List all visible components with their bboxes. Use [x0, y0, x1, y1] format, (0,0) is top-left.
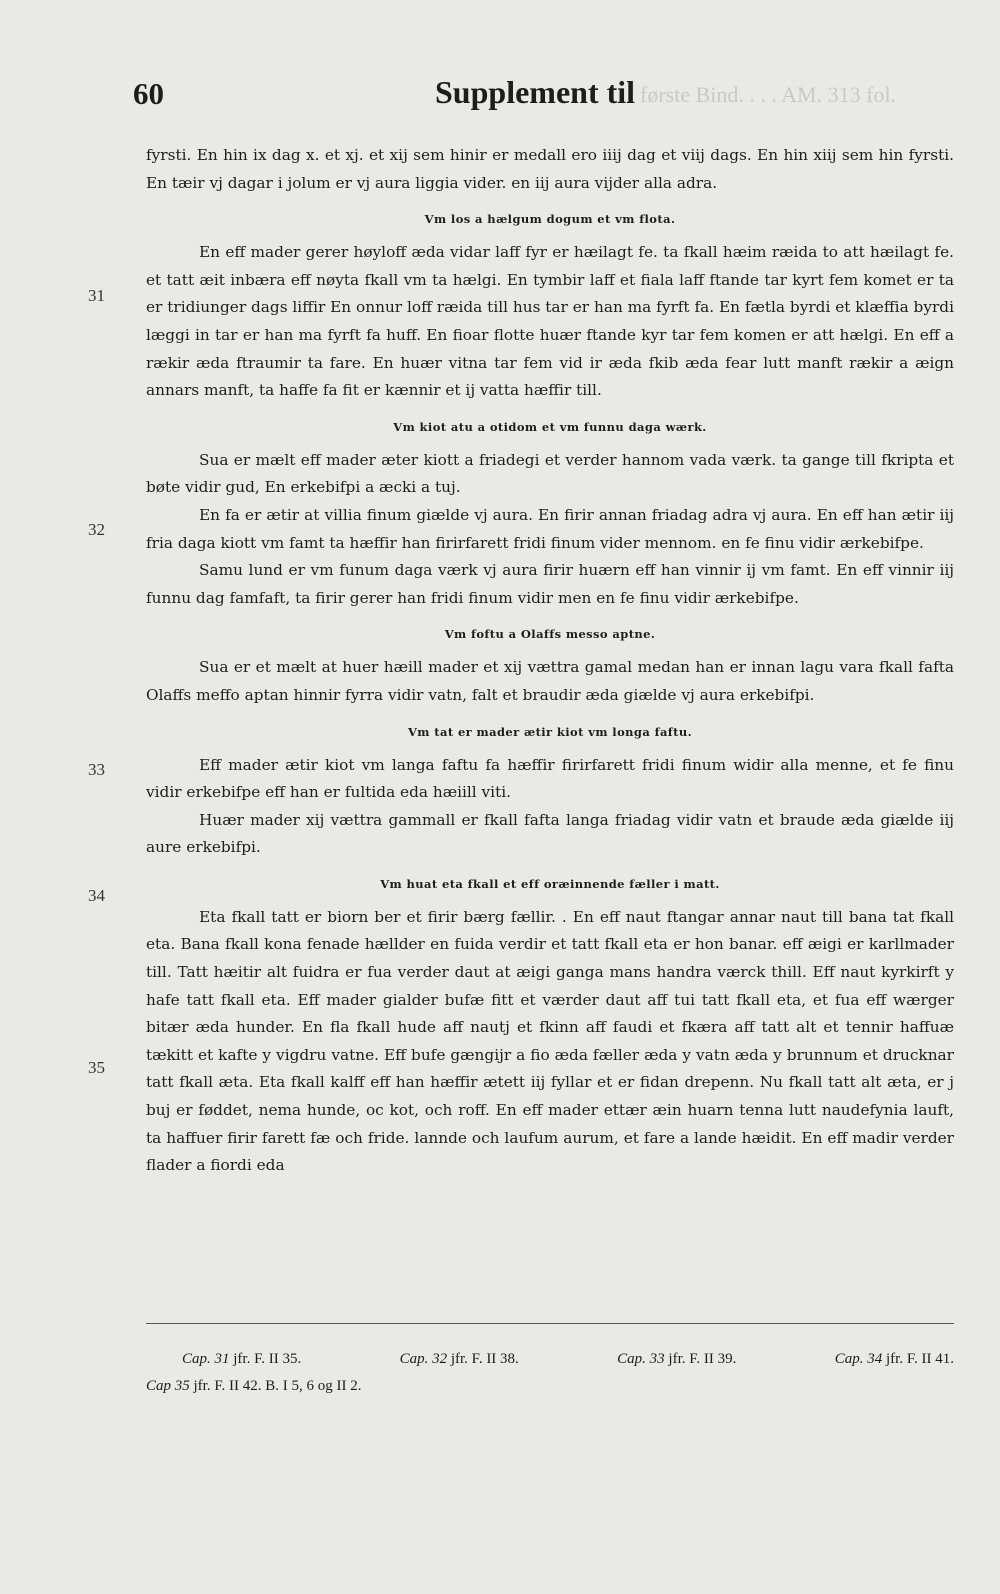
paragraph: Samu lund er vm funum daga værk vj aura firir huærn eff han vinnir ij vm famt. En eff vinnir iij funnu dag famfaft, ta firir gerer han fridi finum vidir men en fe finu vidir ærkebifpe.: [146, 561, 954, 607]
paragraph: Sua er et mælt at huer hæill mader et xij vættra gamal medan han er innan lagu vara fkall fafta Olaffs meffo aptan hinnir fyrra vidir vatn, falt et braudir æda giælde vj aura erkebifpi.: [146, 658, 954, 704]
section-heading: Vm los a hælgum dogum et vm flota.: [424, 212, 676, 227]
running-head: Supplement til: [435, 74, 636, 110]
paragraph: Eta fkall tatt er biorn ber et firir bærg fællir. . En eff naut ftangar annar naut till bana tat fkall eta. Bana fkall kona fenade hællder en fuida verdir et tatt fkall eta er hon banar. eff æigi er karllmader till. Tatt hæitir alt fuidra er fua verder daut at æigi ganga mans handra værck thill. Eff naut kyrkirft y hafe tatt fkall eta. Eff mader gialder bufæ fitt et værder daut aff tui tatt fkall eta, et fua eff wærger bitær æda hunder. En fla fkall hude aff nautj et fkinn aff faudi et fkæra aff tatt alt et tennir haffuæ tækitt et kafte y vigdru vatne. Eff bufe gængijr a fio æda fæller æda y vatn æda y brunnum et drucknar tatt fkall æta. Eta fkall kalff eff han hæffir ætett iij fyllar et er fidan drepenn. Nu fkall tatt alt æta, er j buj er føddet, nema hunde, oc kot, och roff. En eff mader ettær æin huarn tenna lutt naudefynia lauft, ta haffuer firir farett fæ och fride. lannde och laufum aurum, et fare a lande hæidit. En eff madir verder flader a fiordi eda: [146, 907, 954, 1175]
page-number: 60: [133, 76, 164, 111]
footnote-ref: Cap. 34 jfr. F. II 41.: [834, 1351, 954, 1367]
footnote-ref: Cap 35 jfr. F. II 42. B. I 5, 6 og II 2.: [146, 1378, 362, 1394]
footnote-ref: Cap. 32 jfr. F. II 38.: [399, 1351, 519, 1367]
paragraph: Huær mader xij vættra gammall er fkall fafta langa friadag vidir vatn et braude æda giælde iij aure erkebifpi.: [146, 810, 954, 857]
section-heading: Vm huat eta fkall et eff oræinnende fæller i matt.: [380, 876, 720, 891]
chapter-number-31: 31: [88, 286, 105, 305]
chapter-number-32: 32: [88, 520, 105, 539]
chapter-number-33: 33: [88, 760, 105, 779]
section-heading: Vm kiot atu a otidom et vm funnu daga wærk.: [393, 419, 707, 434]
footnote-divider: [146, 1323, 954, 1324]
bleed-through-text: første Bind. . . . AM. 313 fol.: [640, 82, 897, 107]
footnote-line: [146, 1346, 954, 1373]
footnotes: [146, 1346, 954, 1400]
chapter-number-34: 34: [88, 886, 105, 905]
paragraph: Sua er mælt eff mader æter kiott a friadegi et verder hannom vada værk. ta gange till fkripta et bøte vidir gud, En erkebifpi a æcki a tuj.: [146, 450, 954, 497]
main-text: [146, 142, 954, 1180]
section-heading: Vm foftu a Olaffs messo aptne.: [444, 627, 656, 642]
paragraph: En fa er ætir at villia finum giælde vj aura. En firir annan friadag adra vj aura. En eff han ætir iij fria daga kiott vm famt ta hæffir han firirfarett fridi finum vider mennom. en fe finu vidir ærkebifpe.: [146, 505, 954, 552]
section-heading: Vm tat er mader ætir kiot vm longa faftu.: [407, 724, 693, 739]
footnote-ref: Cap. 33 jfr. F. II 39.: [617, 1351, 737, 1367]
paragraph: fyrsti. En hin ix dag x. et xj. et xij sem hinir er medall ero iiij dag et viij dags. En hin xiij sem hin fyrsti. En tæir vj dagar i jolum er vj aura liggia vider. en iij aura vijder alla adra.: [146, 146, 954, 192]
paragraph: Eff mader ætir kiot vm langa faftu fa hæffir firirfarett fridi finum widir alla menne, et fe finu vidir erkebifpe eff han er fultida eda hæiill viti.: [146, 755, 954, 802]
footnote-ref: Cap. 31 jfr. F. II 35.: [182, 1351, 302, 1367]
chapter-number-35: 35: [88, 1058, 105, 1077]
footnote-line: [146, 1373, 954, 1400]
paragraph: En eff mader gerer høyloff æda vidar laff fyr er hæilagt fe. ta fkall hæim ræida to att hæilagt fe. et tatt æit inbæra eff nøyta fkall vm ta hælgi. En tymbir laff et fiala laff ftande tar kyrt fem komet er ta er tridiunger dags liffir En onnur loff ræida till hus tar er han ma fyrft fa. En fætla byrdi et klæffia byrdi læggi in tar er han ma fyrft fa huff. En fioar flotte huær ftande kyr tar fem komen er att hælgi. En eff a rækir æda ftraumir ta fare. En huær vitna tar fem vid ir æda fkib æda fear lutt manft rækir a æign annars manft, ta haffe fa fit er kænnir et ij vatta hæffir till.: [146, 243, 954, 400]
